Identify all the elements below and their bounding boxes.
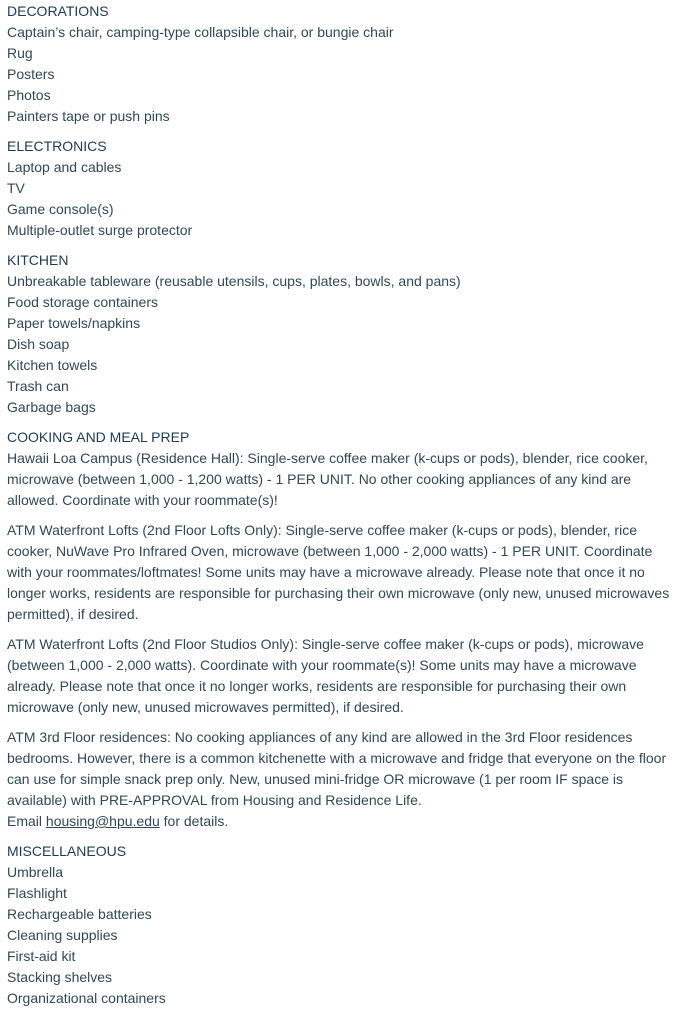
kitchen-section (7, 250, 673, 418)
section-heading: DECORATIONS (7, 3, 109, 19)
cooking-paragraph-3rd-floor-text: ATM 3rd Floor residences: No cooking appliances of any kind are allowed in the 3rd Floor residences bedrooms. However, there is a common kitchenette with a microwave and fridge that everyone on the floor can use for simple snack prep only. New, unused mini-fridge OR microwave (1 per room IF space is available) with PRE-APPROVAL from Housing and Residence Life. (7, 729, 667, 808)
list-item: Dish soap (7, 336, 70, 352)
email-suffix: for details. (159, 813, 229, 829)
list-item: Kitchen towels (7, 357, 98, 373)
decorations-section (7, 1, 673, 127)
list-item: Rug (7, 45, 33, 61)
list-item: TV (7, 180, 25, 196)
section-heading: KITCHEN (7, 252, 69, 268)
list-item: Food storage containers (7, 294, 158, 310)
list-item: Laptop and cables (7, 159, 122, 175)
list-item: Paper towels/napkins (7, 315, 141, 331)
email-link[interactable]: housing@hpu.edu (45, 813, 160, 829)
list-item: Stacking shelves (7, 969, 113, 985)
cooking-section (7, 427, 673, 832)
list-item: Cleaning supplies (7, 927, 118, 943)
list-item: Unbreakable tableware (reusable utensils, cups, plates, bowls, and pans) (7, 273, 461, 289)
list-item: Rechargeable batteries (7, 906, 152, 922)
miscellaneous-section (7, 841, 673, 1009)
list-item: First-aid kit (7, 948, 76, 964)
list-item: Photos (7, 87, 51, 103)
list-item: Umbrella (7, 864, 64, 880)
electronics-section (7, 136, 673, 241)
section-heading: COOKING AND MEAL PREP (7, 429, 190, 445)
list-item: Garbage bags (7, 399, 96, 415)
cooking-paragraph-studios: ATM Waterfront Lofts (2nd Floor Studios Only): Single-serve coffee maker (k-cups or pods), microwave (between 1,000 - 2,000 watts). Coordinate with your roommate(s)! Some units may have a microwave already. Please note that once it no longer works, residents are responsible for purchasing their own microwave (only new, unused microwaves permitted), if desired. (7, 636, 644, 715)
list-item: Trash can (7, 378, 69, 394)
list-item: Multiple-outlet surge protector (7, 222, 193, 238)
list-item: Posters (7, 66, 55, 82)
email-prefix: Email (7, 813, 46, 829)
list-item: Game console(s) (7, 201, 114, 217)
cooking-paragraph-hawaii-loa: Hawaii Loa Campus (Residence Hall): Single-serve coffee maker (k-cups or pods), blender, rice cooker, microwave (between 1,000 - 1,200 watts) - 1 PER UNIT. No other cooking appliances of any kind are allowed. Coordinate with your roommate(s)! (7, 450, 648, 508)
list-item: Captain’s chair, camping-type collapsible chair, or bungie chair (7, 24, 394, 40)
list-item: Organizational containers (7, 990, 166, 1006)
cooking-paragraph-3rd-floor (7, 727, 673, 832)
list-item: Painters tape or push pins (7, 108, 170, 124)
section-heading: ELECTRONICS (7, 138, 107, 154)
list-item: Flashlight (7, 885, 67, 901)
cooking-paragraph-lofts: ATM Waterfront Lofts (2nd Floor Lofts Only): Single-serve coffee maker (k-cups or pods), blender, rice cooker, NuWave Pro Infrared Oven, microwave (between 1,000 - 2,000 watts) - 1 PER UNIT. Coordinate with your roommates/loftmates! Some units may have a microwave already. Please note that once it no longer works, residents are responsible for purchasing their own microwave (only new, unused microwaves permitted), if desired. (7, 522, 670, 622)
section-heading: MISCELLANEOUS (7, 843, 127, 859)
